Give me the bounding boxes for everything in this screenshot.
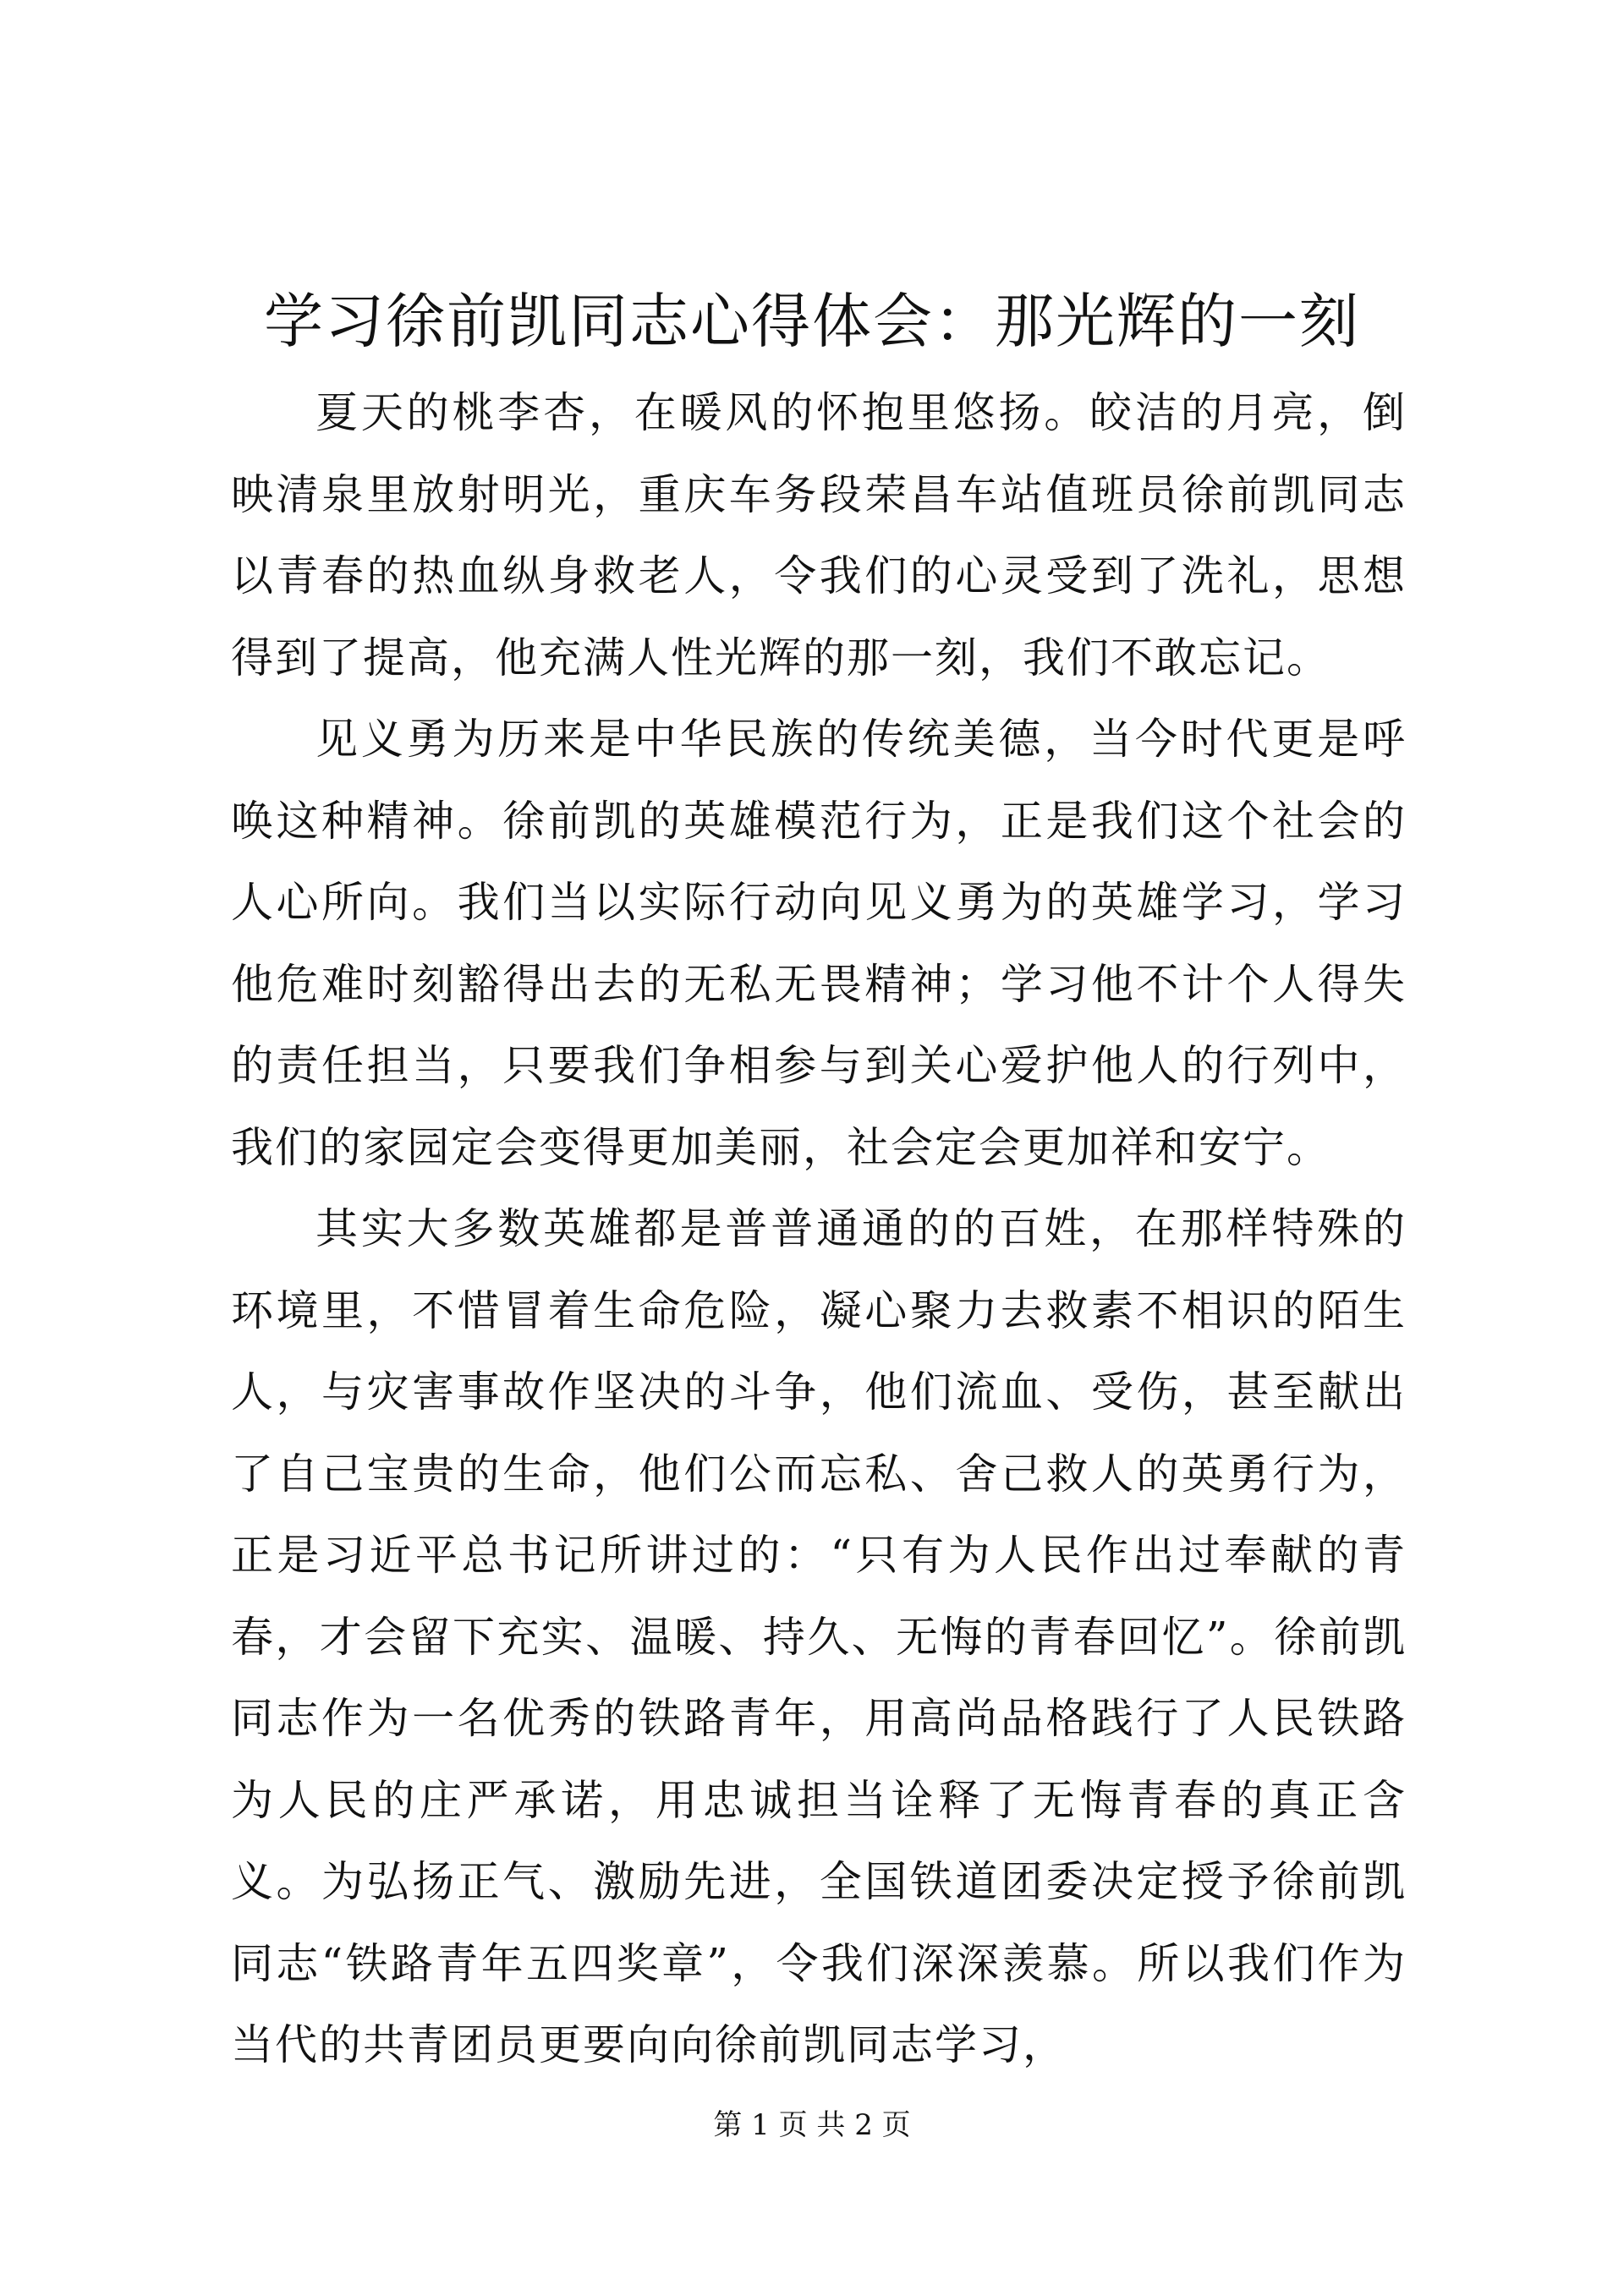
document-title: 学习徐前凯同志心得体会：那光辉的一刻 [264, 287, 1360, 356]
paragraph-2: 见义勇为历来是中华民族的传统美德，当今时代更是呼唤这种精神。徐前凯的英雄模范行为，正是我们这个社会的人心所向。我们当以实际行动向见义勇为的英雄学习，学习他危难时刻豁得出去的无私无畏精神；学习他不计个人得失的责任担当，只要我们争相参与到关心爱护他人的行列中，我们的家园定会变得更加美丽，社会定会更加祥和安宁。 [231, 715, 1407, 1172]
document-body [231, 372, 1407, 2086]
paragraph-1: 夏天的桃李杏，在暖风的怀抱里悠扬。皎洁的月亮，倒映清泉里放射明光，重庆车务段荣昌车站值班员徐前凯同志以青春的热血纵身救老人，令我们的心灵受到了洗礼，思想得到了提高，他充满人性光辉的那一刻，我们不敢忘记。 [231, 388, 1407, 682]
page-number-footer: 第 1 页 共 2 页 [713, 2108, 911, 2142]
paragraph-3: 其实大多数英雄都是普普通通的的百姓，在那样特殊的环境里，不惜冒着生命危险，凝心聚力去救素不相识的陌生人，与灾害事故作坚决的斗争，他们流血、受伤，甚至献出了自己宝贵的生命，他们公而忘私、舍己救人的英勇行为，正是习近平总书记所讲过的：“只有为人民作出过奉献的青春，才会留下充实、温暖、持久、无悔的青春回忆”。徐前凯同志作为一名优秀的铁路青年，用高尚品格践行了人民铁路为人民的庄严承诺，用忠诚担当诠释了无悔青春的真正含义。为弘扬正气、激励先进，全国铁道团委决定授予徐前凯同志“铁路青年五四奖章”，令我们深深羡慕。所以我们作为当代的共青团员更要向向徐前凯同志学习， [231, 1204, 1407, 2069]
